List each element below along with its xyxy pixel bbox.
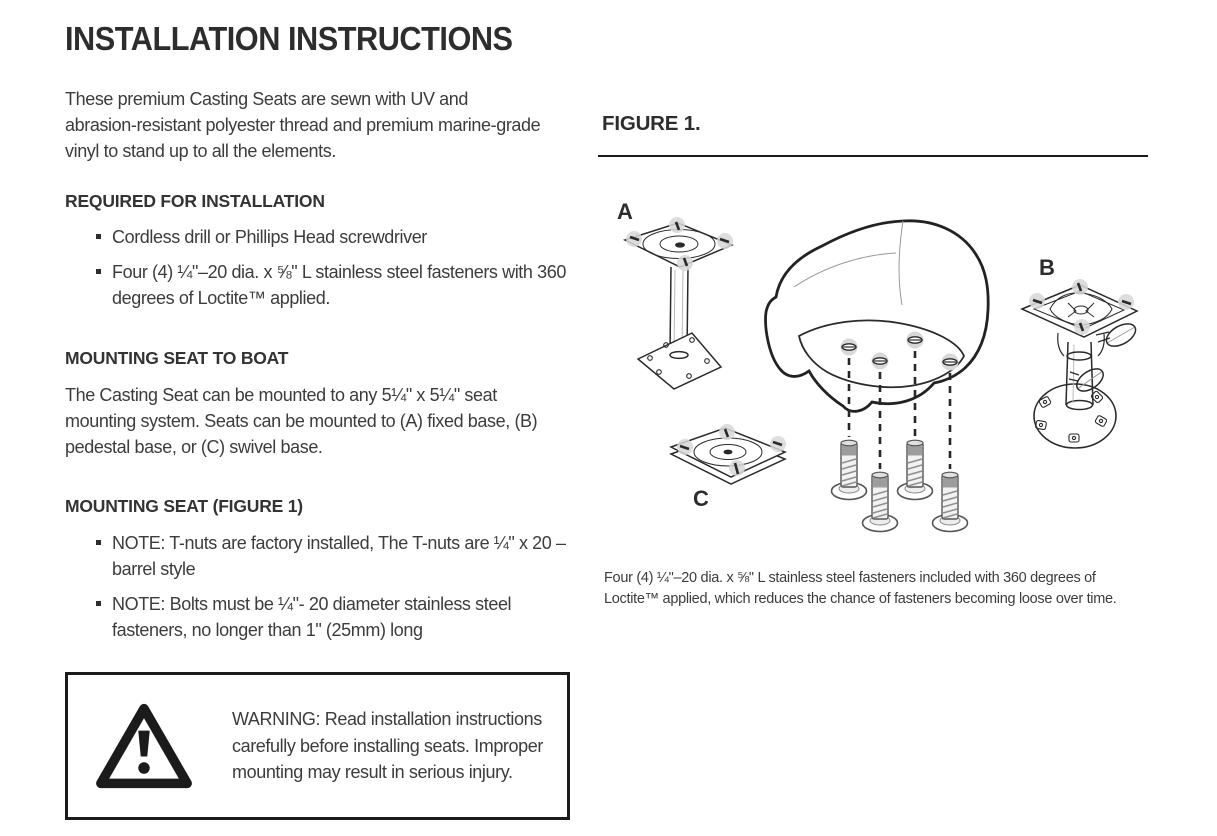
required-list — [65, 224, 577, 311]
figure-illustration — [598, 175, 1158, 547]
list-item-text: NOTE: T-nuts are factory installed, The T-nuts are ¼" x 20 – barrel style — [112, 533, 566, 579]
swivel-base-c-drawing — [671, 424, 786, 484]
figure-label-b: B — [1039, 255, 1055, 280]
page-title: INSTALLATION INSTRUCTIONS — [65, 20, 513, 57]
figure-heading: FIGURE 1. — [602, 112, 701, 135]
section-heading-required: REQUIRED FOR INSTALLATION — [65, 191, 325, 211]
section-heading-mounting-seat: MOUNTING SEAT (FIGURE 1) — [65, 496, 303, 516]
list-item — [65, 224, 577, 250]
casting-seat-drawing — [766, 221, 989, 412]
list-item-text: Four (4) ¼"–20 dia. x ⅝" L stainless steel fasteners with 360 degrees of Loctite™ applied. — [112, 262, 566, 308]
warning-triangle-icon — [94, 700, 194, 792]
bullet-square-icon — [96, 269, 101, 274]
section-heading-mounting-boat: MOUNTING SEAT TO BOAT — [65, 348, 289, 368]
figure-divider — [598, 155, 1148, 157]
pedestal-base-b-drawing — [1022, 279, 1139, 448]
mounting-boat-paragraph: The Casting Seat can be mounted to any 5¼" x 5¼" seat mounting system. Seats can be mounted to (A) fixed base, (B) pedestal base, or (C) swivel base. — [65, 385, 538, 457]
figure-label-c: C — [693, 486, 709, 511]
bullet-square-icon — [96, 601, 101, 606]
figure-caption: Four (4) ¼"–20 dia. x ⅝" L stainless steel fasteners included with 360 degrees of Loctite™ applied, which reduces the chance of fasteners becoming loose over time. — [604, 570, 1117, 607]
list-item — [65, 530, 577, 582]
warning-text: WARNING: Read installation instructions carefully before installing seats. Improper mounting may result in serious injury. — [232, 709, 543, 783]
list-item-text: NOTE: Bolts must be ¼"- 20 diameter stainless steel fasteners, no longer than 1" (25mm) long — [112, 594, 512, 640]
bullet-square-icon — [96, 540, 101, 545]
list-item-text: Cordless drill or Phillips Head screwdriver — [112, 227, 427, 247]
warning-box — [65, 672, 570, 820]
intro-paragraph: These premium Casting Seats are sewn with UV and abrasion-resistant polyester thread and premium marine-grade vinyl to stand up to all the elements. — [65, 89, 541, 161]
mounting-notes-list — [65, 530, 577, 643]
list-item — [65, 259, 577, 311]
list-item — [65, 591, 577, 643]
fastener-bolts-drawing — [832, 440, 968, 531]
bullet-square-icon — [96, 234, 101, 239]
fixed-base-a-drawing — [625, 217, 733, 389]
figure-label-a: A — [617, 199, 633, 224]
